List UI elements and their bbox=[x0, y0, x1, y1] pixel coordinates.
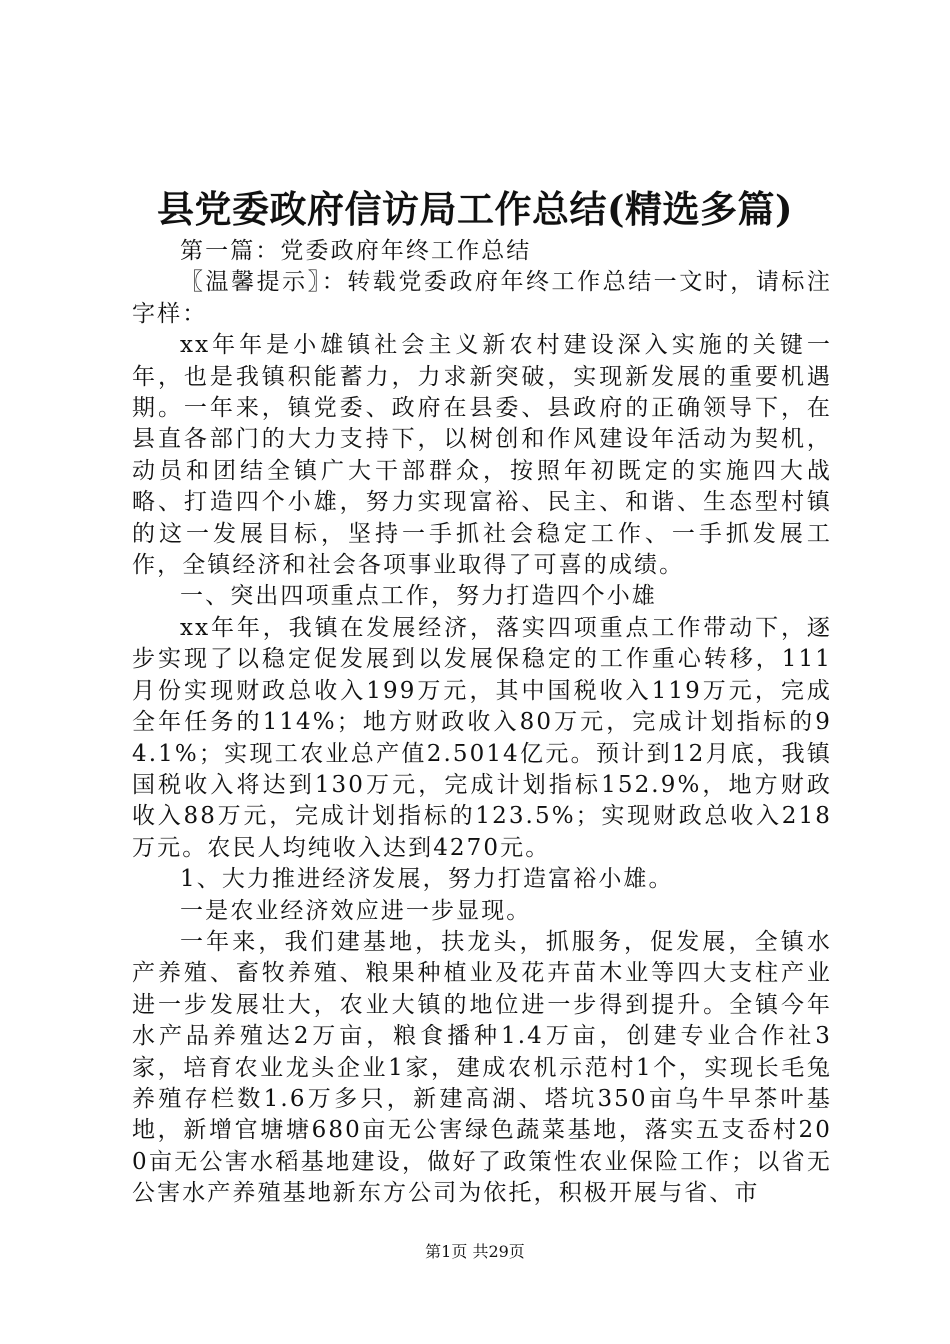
subsection-heading: 一、突出四项重点工作，努力打造四个小雄 bbox=[180, 583, 657, 610]
document-body bbox=[132, 236, 832, 1210]
subsection-heading: 一是农业经济效应进一步显现。 bbox=[180, 897, 532, 924]
page-number-label: 第1页 共29页 bbox=[425, 1242, 525, 1261]
notice-paragraph: 〖温馨提示〗：转载党委政府年终工作总结一文时，请标注字样： bbox=[132, 269, 832, 327]
section-heading: 第一篇：党委政府年终工作总结 bbox=[180, 238, 532, 264]
body-paragraph: 一年来，我们建基地，扶龙头，抓服务，促发展，全镇水产养殖、畜牧养殖、粮果种植业及花卉苗木业等四大支柱产业进一步发展壮大，农业大镇的地位进一步得到提升。全镇今年水产品养殖达2万亩，粮食播种1.4万亩，创建专业合作社3家，培育农业龙头企业1家，建成农机示范村1个，实现长毛兔养殖存栏数1.6万多只，新建高湖、塔坑350亩乌牛早茶叶基地，新增官塘塘680亩无公害绿色蔬菜基地，落实五支岙村200亩无公害水稻基地建设，做好了政策性农业保险工作；以省无公害水产养殖基地新东方公司为依托，积极开展与省、市 bbox=[132, 928, 832, 1207]
body-paragraph: xx年年，我镇在发展经济，落实四项重点工作带动下，逐步实现了以稳定促发展到以发展保稳定的工作重心转移，111月份实现财政总收入199万元，其中国税收入119万元，完成全年任务的114%；地方财政收入80万元，完成计划指标的94.1%；实现工农业总产值2.5014亿元。预计到12月底，我镇国税收入将达到130万元，完成计划指标152.9%，地方财政收入88万元，完成计划指标的123.5%；实现财政总收入218万元。农民人均纯收入达到4270元。 bbox=[132, 614, 832, 861]
subsection-heading: 1、大力推进经济发展，努力打造富裕小雄。 bbox=[180, 866, 674, 893]
page-footer bbox=[0, 1242, 950, 1262]
document-title: 县党委政府信访局工作总结(精选多篇) bbox=[156, 187, 793, 231]
body-paragraph: xx年年是小雄镇社会主义新农村建设深入实施的关键一年，也是我镇积能蓄力，力求新突破，实现新发展的重要机遇期。一年来，镇党委、政府在县委、县政府的正确领导下，在县直各部门的大力支持下，以树创和作风建设年活动为契机，动员和团结全镇广大干部群众，按照年初既定的实施四大战略、打造四个小雄，努力实现富裕、民主、和谐、生态型村镇的这一发展目标，坚持一手抓社会稳定工作、一手抓发展工作，全镇经济和社会各项事业取得了可喜的成绩。 bbox=[132, 332, 832, 579]
